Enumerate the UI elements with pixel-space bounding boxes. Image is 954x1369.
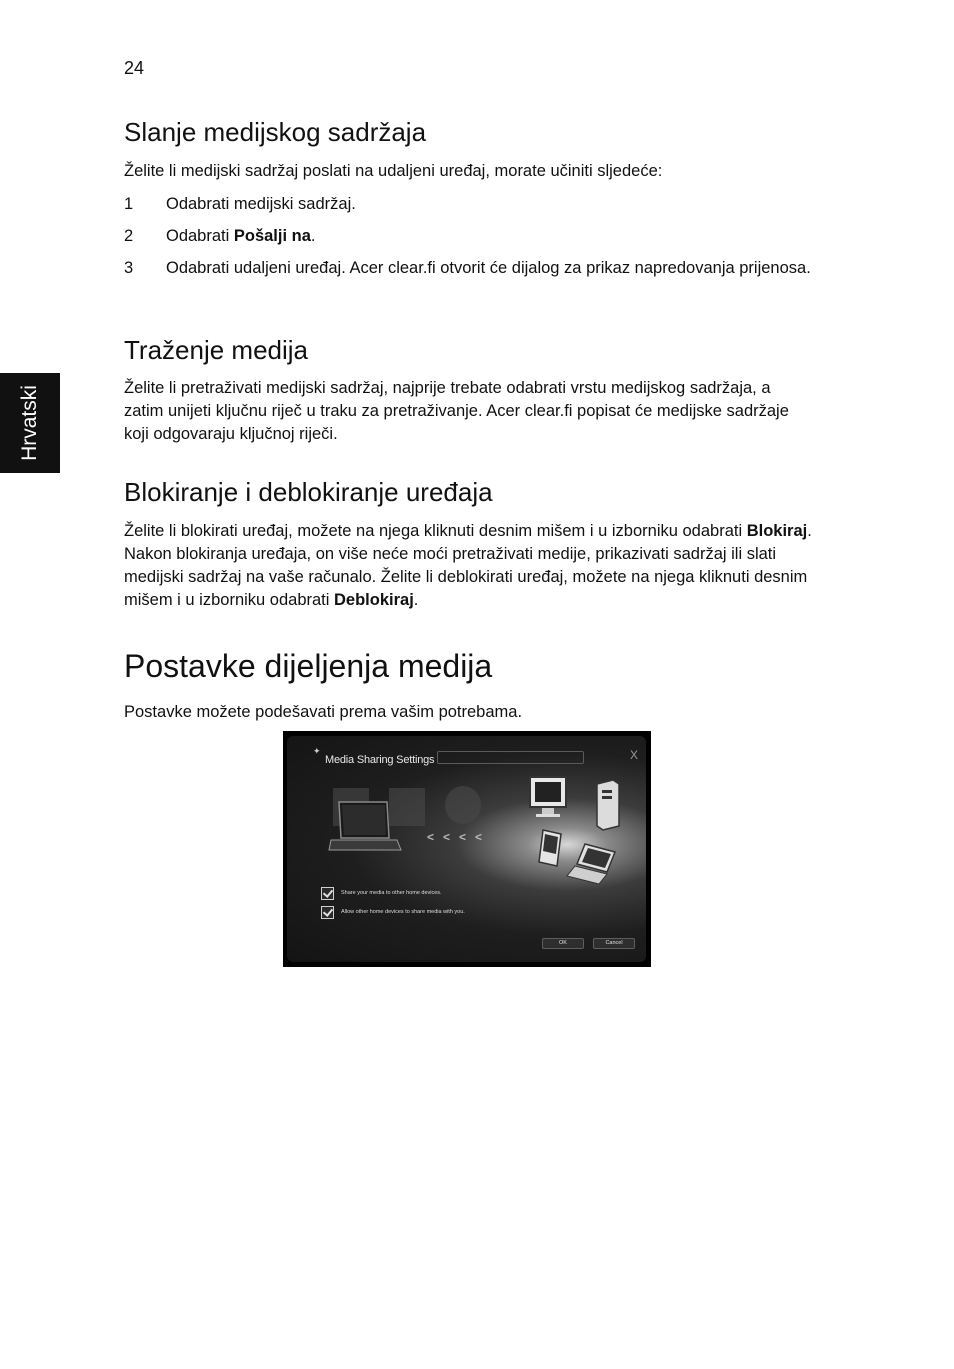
sparkle-icon: ✦ [313, 746, 321, 756]
desktop-tower-icon [593, 778, 623, 832]
language-label: Hrvatski [18, 385, 41, 461]
share-media-label: Share your media to other home devices. [341, 890, 442, 896]
cancel-button[interactable]: Cancel [593, 938, 635, 949]
title-bar-field [437, 751, 584, 764]
step-text: Odabrati medijski sadržaj. [166, 195, 356, 213]
share-media-checkbox[interactable] [321, 887, 334, 900]
search-media-body: Želite li pretraživati medijski sadržaj, najprije trebate odabrati vrstu medijskog sadržaja, a zatim unijeti ključnu riječ u traku za pretraživanje. Acer clear.fi popisat će medijske sadržaje koji odgovaraju ključnoj riječi. [124, 379, 789, 443]
send-media-intro: Želite li medijski sadržaj poslati na udaljeni uređaj, morate učiniti sljedeće: [124, 162, 663, 180]
step-text: Odabrati udaljeni uređaj. Acer clear.fi otvorit će dijalog za prikaz napredovanja prijenosa. [166, 259, 811, 277]
language-side-tab [0, 373, 60, 473]
step-number: 2 [124, 227, 134, 245]
notebook-icon [565, 840, 623, 886]
laptop-icon [327, 798, 403, 856]
section-heading-media-sharing-settings: Postavke dijeljenja medija [124, 648, 493, 684]
media-sharing-body: Postavke možete podešavati prema vašim potrebama. [124, 703, 523, 721]
step-number: 1 [124, 195, 134, 213]
arrow-left-icon: < [427, 830, 435, 844]
send-to-term: Pošalji na [233, 227, 311, 245]
allow-sharing-label: Allow other home devices to share media with you. [341, 909, 465, 915]
media-tile [445, 786, 481, 824]
block-term: Blokiraj [746, 522, 808, 540]
close-icon[interactable]: X [629, 748, 638, 762]
block-devices-body: Želite li blokirati uređaj, možete na njega kliknuti desnim mišem i u izborniku odabrati Blokiraj. Nakon blokiranja uređaja, on više neće moći pretraživati medije, prikazivati sadržaj ili slati medijski sadržaj na vaše računalo. Želite li deblokirati uređaj, možete na njega kliknuti desnim mišem i u izborniku odabrati Deblokiraj. [124, 522, 812, 609]
ok-button[interactable]: OK [542, 938, 584, 949]
media-sharing-settings-screenshot [283, 731, 651, 967]
section-heading-send-media: Slanje medijskog sadržaja [124, 117, 427, 147]
arrow-left-icon: < [443, 830, 451, 844]
page-number: 24 [124, 58, 145, 78]
handheld-device-icon [535, 828, 565, 868]
allow-sharing-checkbox[interactable] [321, 906, 334, 919]
unblock-term: Deblokiraj [334, 591, 414, 609]
dialog-title: Media Sharing Settings [325, 754, 435, 766]
settings-dialog [287, 736, 646, 962]
step-number: 3 [124, 259, 134, 277]
step-text: Odabrati Pošalji na. [166, 227, 316, 245]
monitor-icon [527, 774, 571, 820]
arrow-left-icon: < [459, 830, 467, 844]
section-heading-block-devices: Blokiranje i deblokiranje uređaja [124, 477, 493, 507]
section-heading-search-media: Traženje medija [124, 335, 309, 365]
arrow-left-icon: < [475, 830, 483, 844]
